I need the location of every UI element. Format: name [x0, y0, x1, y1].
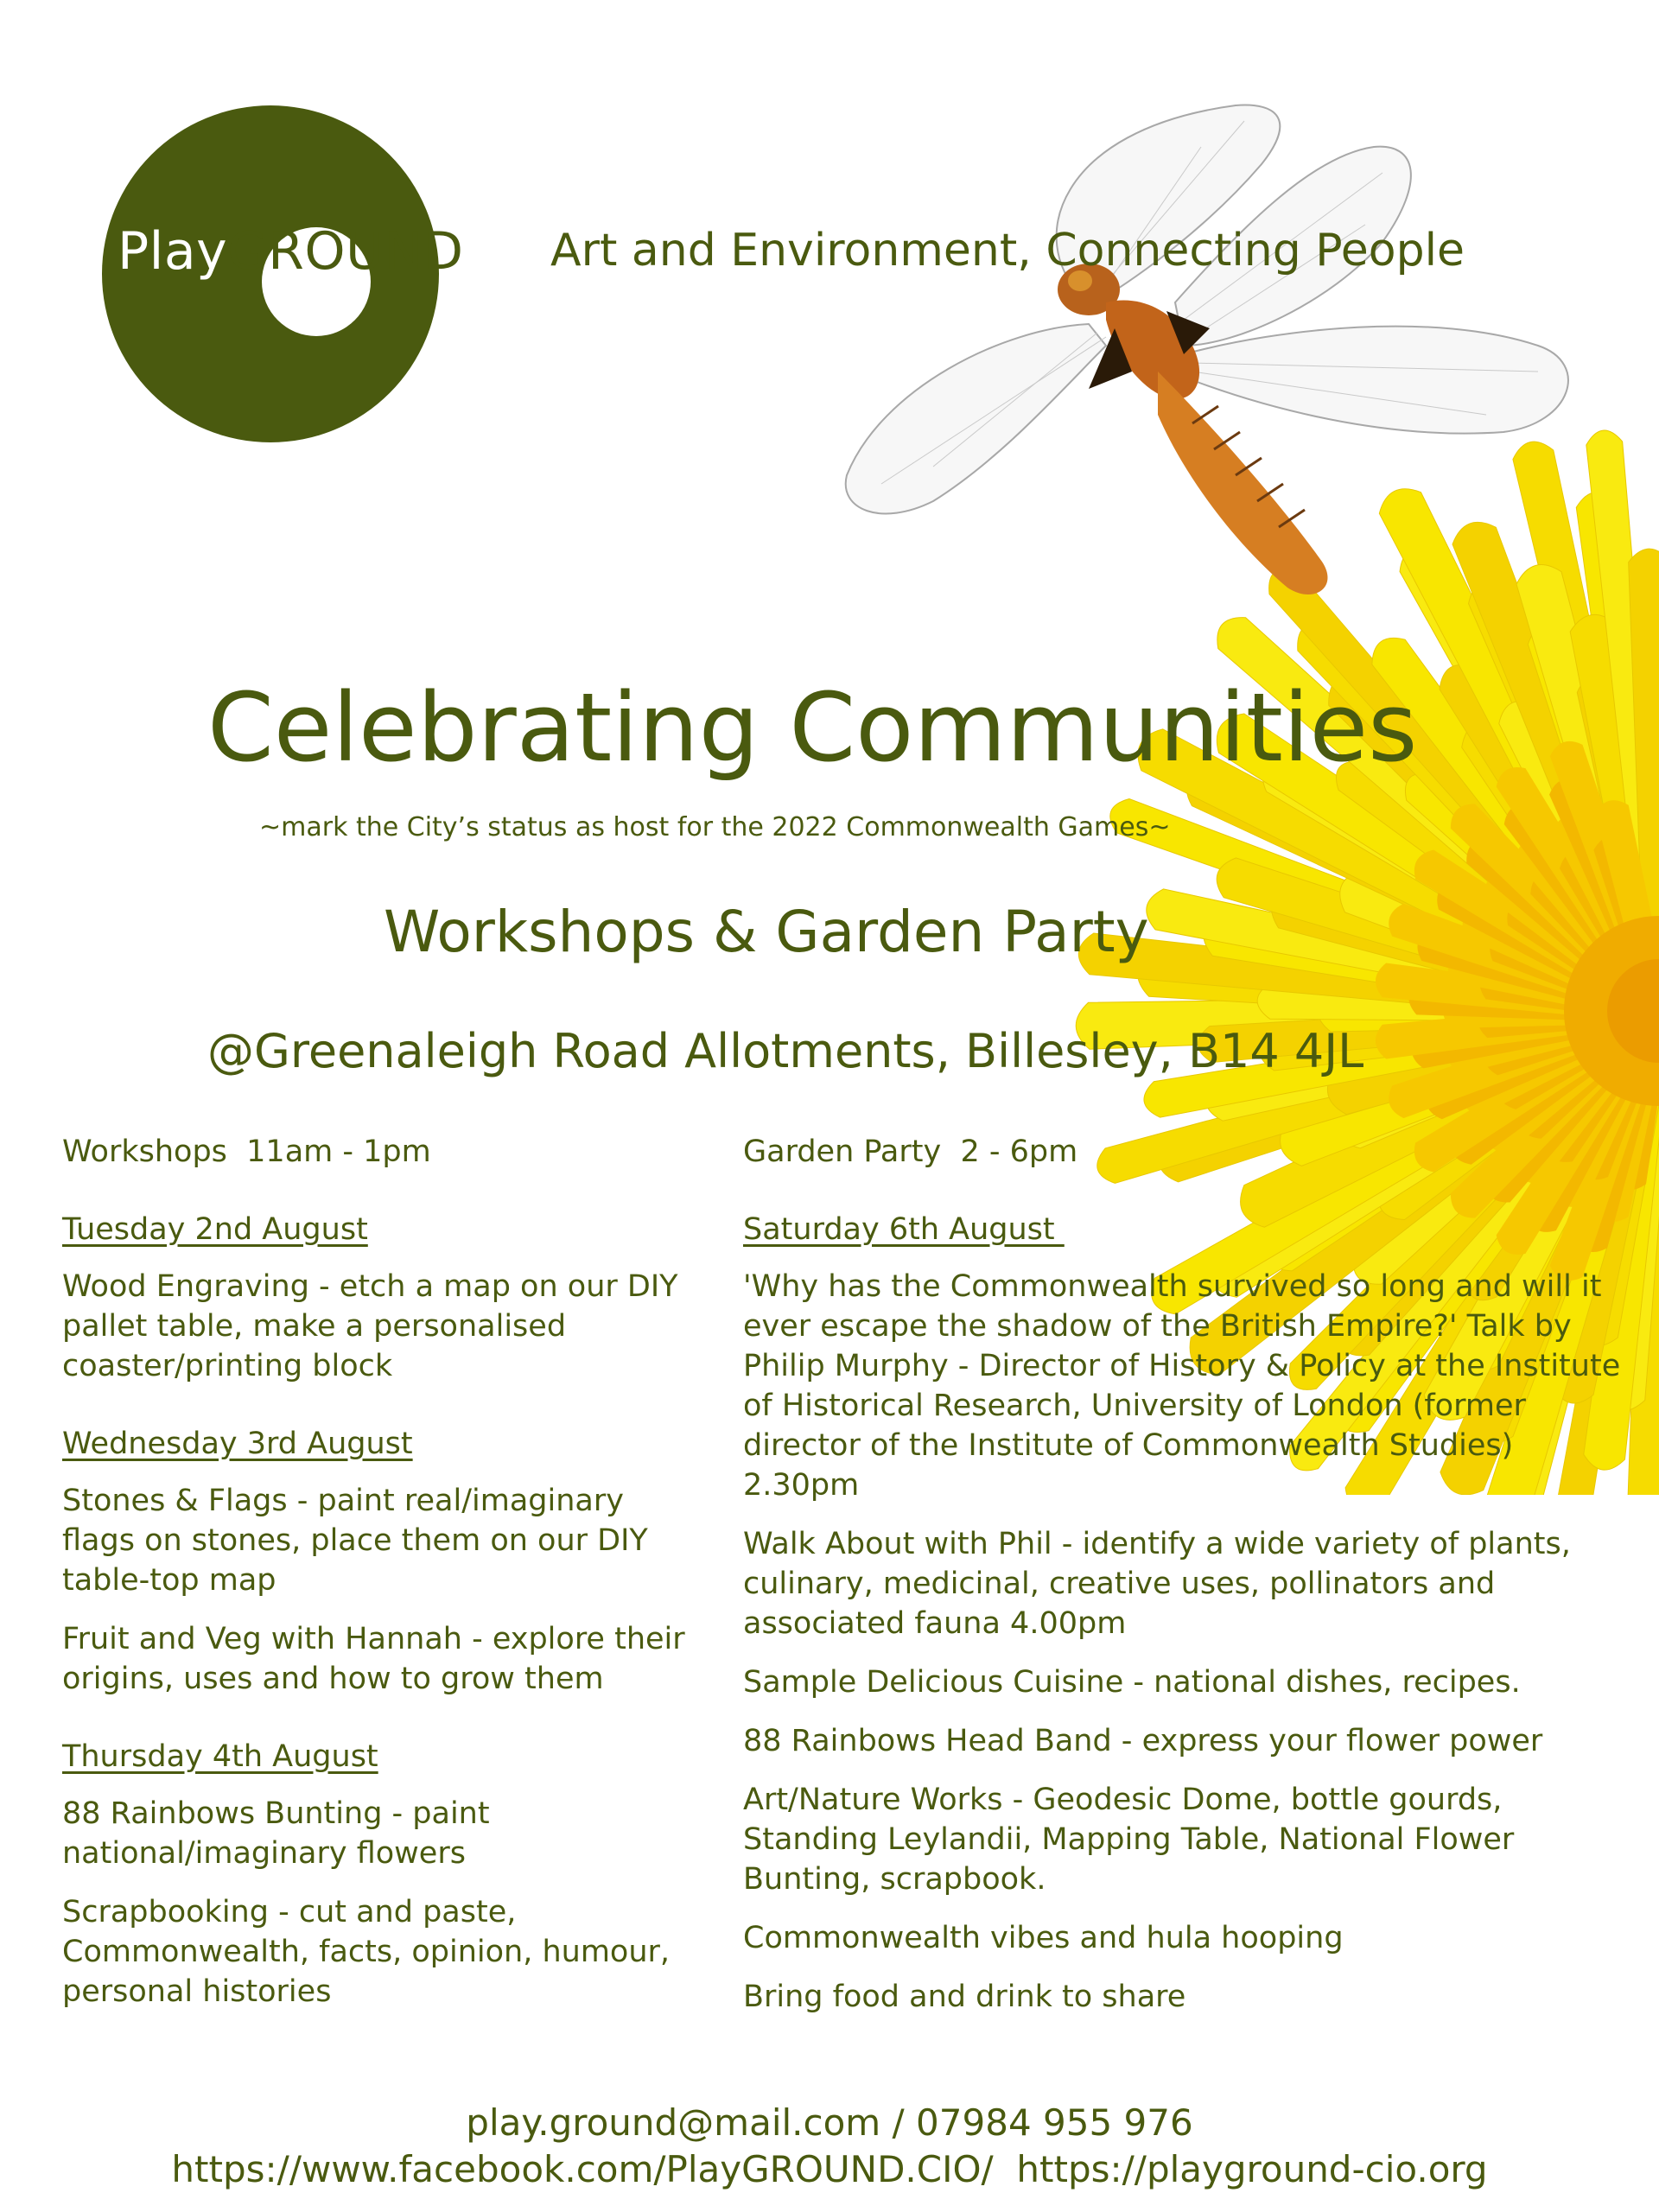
garden-party-item: 88 Rainbows Head Band - express your flower power [743, 1724, 1543, 1758]
page-title: Celebrating Communities [207, 672, 1418, 783]
garden-party-item: Commonwealth vibes and hula hooping [743, 1921, 1344, 1955]
event-title: Workshops & Garden Party [384, 899, 1149, 965]
workshop-day: Wednesday 3rd August [62, 1427, 413, 1461]
garden-party-item: Sample Delicious Cuisine - national dishes, recipes. [743, 1665, 1521, 1700]
logo-word-play: Play [118, 221, 228, 282]
workshop-item: 88 Rainbows Bunting - paint national/imaginary flowers [62, 1796, 490, 1871]
workshop-item: Scrapbooking - cut and paste, Commonwealth, facts, opinion, humour, personal histories [62, 1895, 671, 2009]
tagline: Art and Environment, Connecting People [550, 225, 1465, 276]
workshop-item: Stones & Flags - paint real/imaginary flags on stones, place them on our DIY table-top map [62, 1484, 648, 1598]
garden-party-day: Saturday 6th August [743, 1212, 1065, 1247]
workshops-column [62, 1132, 693, 2031]
garden-party-column [743, 1132, 1624, 2036]
workshop-item: Wood Engraving - etch a map on our DIY pallet table, make a personalised coaster/printing block [62, 1269, 678, 1383]
garden-party-item: Walk About with Phil - identify a wide variety of plants, culinary, medicinal, creative uses, pollinators and associated fauna 4.00pm [743, 1527, 1571, 1641]
contact-email-phone[interactable]: play.ground@mail.com / 07984 955 976 [466, 2101, 1193, 2144]
garden-party-item: Bring food and drink to share [743, 1980, 1186, 2014]
workshops-header: Workshops 11am - 1pm [62, 1135, 431, 1169]
workshop-day: Tuesday 2nd August [62, 1212, 368, 1247]
garden-party-item: 'Why has the Commonwealth survived so long and will it ever escape the shadow of the British Empire?' Talk by Philip Murphy - Director of History & Policy at the Institute of Historical Research, University of London (former director of the Institute of Commonwealth Studies) 2.30pm [743, 1269, 1621, 1503]
logo-wordmark [118, 221, 464, 282]
contact-links[interactable]: https://www.facebook.com/PlayGROUND.CIO/ https://playground-cio.org [171, 2148, 1488, 2190]
garden-party-header: Garden Party 2 - 6pm [743, 1135, 1078, 1169]
logo-word-ground: GROUND [227, 221, 464, 282]
subtitle: ~mark the City’s status as host for the 2022 Commonwealth Games~ [259, 812, 1171, 842]
workshop-day: Thursday 4th August [62, 1739, 378, 1774]
garden-party-item: Art/Nature Works - Geodesic Dome, bottle gourds, Standing Leylandii, Mapping Table, National Flower Bunting, scrapbook. [743, 1783, 1515, 1897]
venue-address: @Greenaleigh Road Allotments, Billesley, B14 4JL [207, 1024, 1364, 1078]
workshop-item: Fruit and Veg with Hannah - explore their origins, uses and how to grow them [62, 1622, 685, 1696]
dragonfly-illustration [830, 95, 1590, 648]
